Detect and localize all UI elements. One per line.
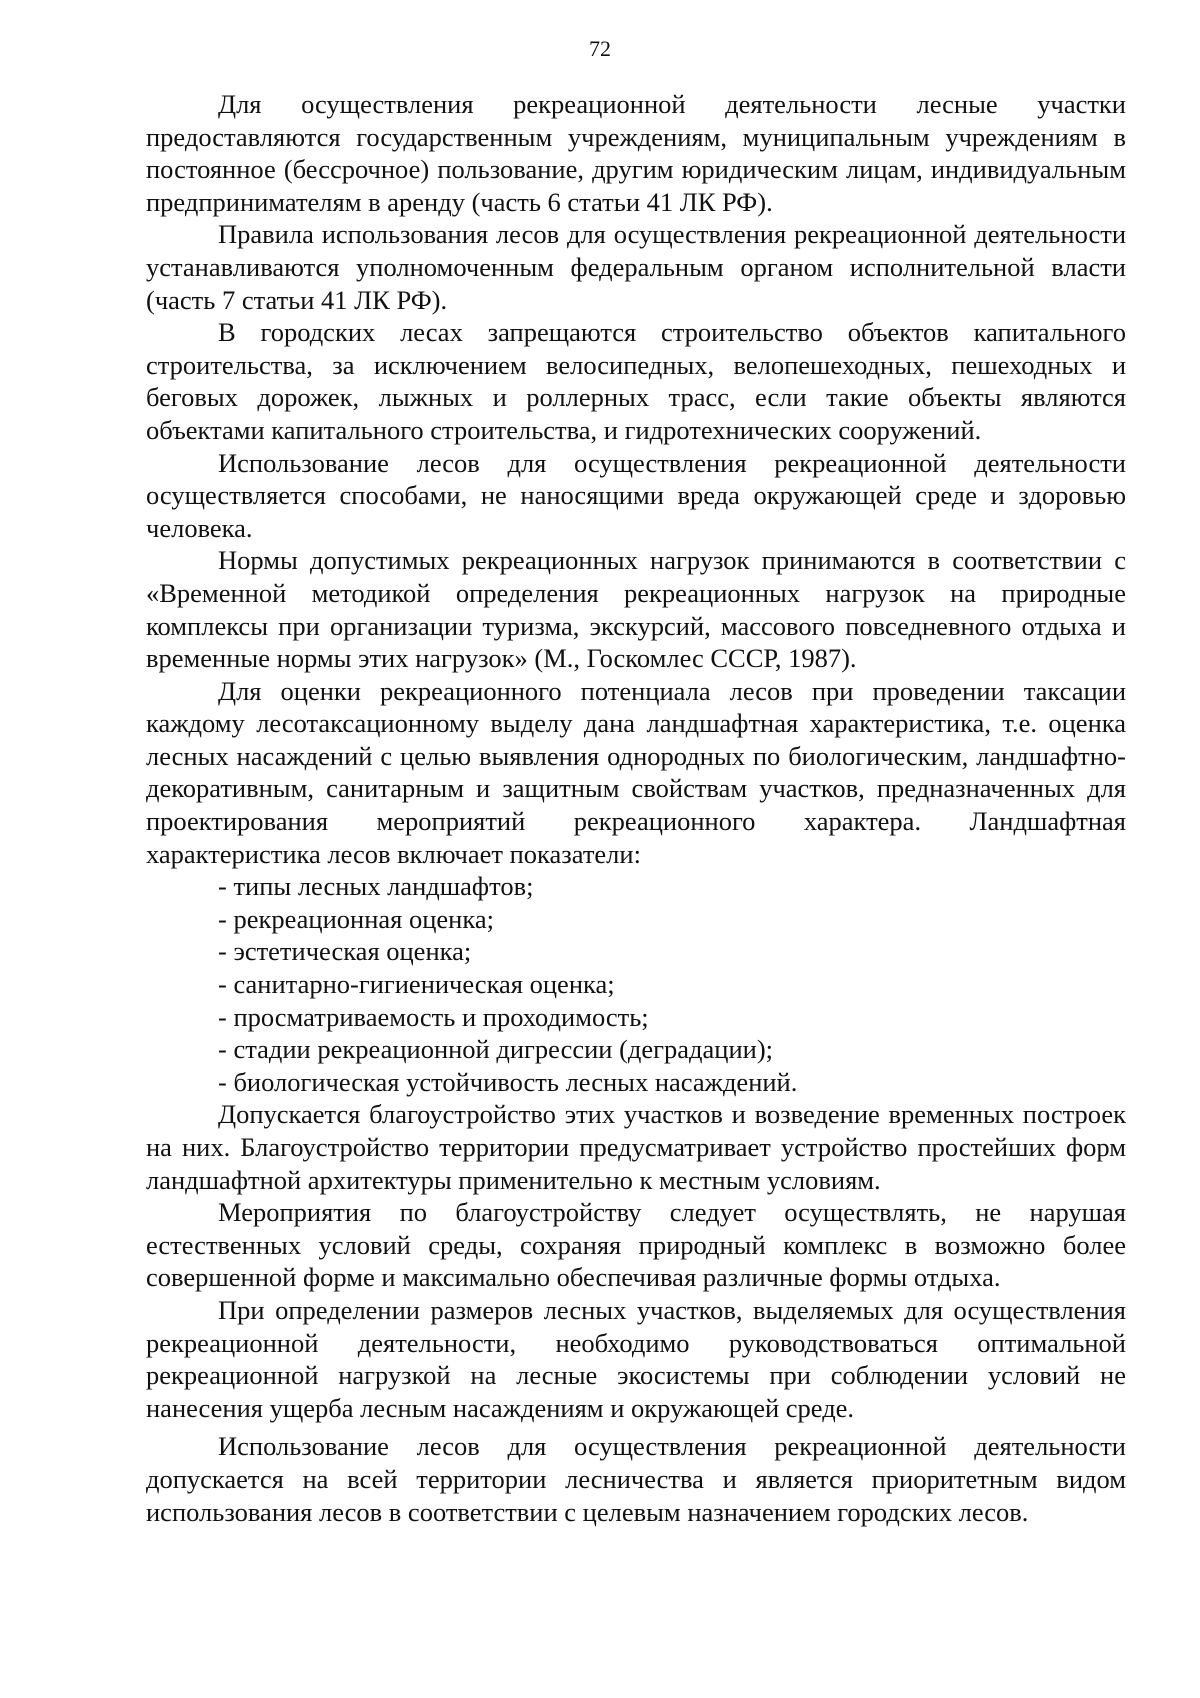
list-item: - стадии рекреационной дигрессии (деградации); [218, 1034, 774, 1065]
paragraph-construction-ban: В городских лесах запрещаются строительство объектов капитального строительства, за исключением велосипедных, велопешеходных, пешеходных и беговых дорожек, лыжных и роллерных трасс, если такие объекты являются объектами капитального строительства, и гидротехнических сооружений. [146, 317, 1126, 445]
list-item: - просматриваемость и проходимость; [218, 1001, 649, 1032]
indicator-list [146, 870, 1126, 1098]
paragraph-usage-methods: Использование лесов для осуществления рекреационной деятельности осуществляется способами, не наносящими вреда окружающей среде и здоровью человека. [146, 447, 1126, 543]
list-item: - типы лесных ландшафтов; [218, 871, 534, 902]
list-item: - рекреационная оценка; [218, 903, 494, 934]
list-item: - эстетическая оценка; [218, 936, 472, 967]
document-body [146, 88, 1126, 1528]
paragraph-landscaping-allowed: Допускается благоустройство этих участков и возведение временных построек на них. Благоустройство территории предусматривает устройство простейших форм ландшафтной архитектуры применительно к местным условиям. [146, 1099, 1126, 1195]
paragraph-usage-rules: Правила использования лесов для осуществления рекреационной деятельности устанавливаются уполномоченным федеральным органом исполнительной власти (часть 7 статьи 41 ЛК РФ). [146, 219, 1126, 315]
page-number: 72 [589, 36, 611, 61]
list-item: - санитарно-гигиеническая оценка; [218, 969, 615, 1000]
paragraph-landscape-characteristics: Для оценки рекреационного потенциала лесов при проведении таксации каждому лесотаксационному выделу дана ландшафтная характеристика, т.е. оценка лесных насаждений с целью выявления однородных по биологическим, ландшафтно-декоративным, санитарным и защитным свойствам участков, предназначенных для проектирования мероприятий рекреационного характера. Ландшафтная характеристика лесов включает показатели: [146, 675, 1126, 869]
paragraph-recreational-load-norms: Нормы допустимых рекреационных нагрузок принимаются в соответствии с «Временной методикой определения рекреационных нагрузок на природные комплексы при организации туризма, экскурсий, массового повседневного отдыха и временные нормы этих нагрузок» (М., Госкомлес СССР, 1987). [146, 545, 1126, 674]
list-item: - биологическая устойчивость лесных насаждений. [218, 1066, 798, 1097]
paragraph-plot-size: При определении размеров лесных участков, выделяемых для осуществления рекреационной деятельности, необходимо руководствоваться оптимальной рекреационной нагрузкой на лесные экосистемы при соблюдении условий не нанесения ущерба лесным насаждениям и окружающей среде. [146, 1294, 1126, 1423]
paragraph-priority-use: Использование лесов для осуществления рекреационной деятельности допускается на всей территории лесничества и является приоритетным видом использования лесов в соответствии с целевым назначением городских лесов. [146, 1431, 1126, 1527]
paragraph-landscaping-measures: Мероприятия по благоустройству следует осуществлять, не нарушая естественных условий среды, сохраняя природный комплекс в возможно более совершенной форме и максимально обеспечивая различные формы отдыха. [146, 1197, 1126, 1293]
paragraph-forest-plots-provision: Для осуществления рекреационной деятельности лесные участки предоставляются государственным учреждениям, муниципальным учреждениям в постоянное (бессрочное) пользование, другим юридическим лицам, индивидуальным предпринимателям в аренду (часть 6 статьи 41 ЛК РФ). [146, 89, 1126, 217]
